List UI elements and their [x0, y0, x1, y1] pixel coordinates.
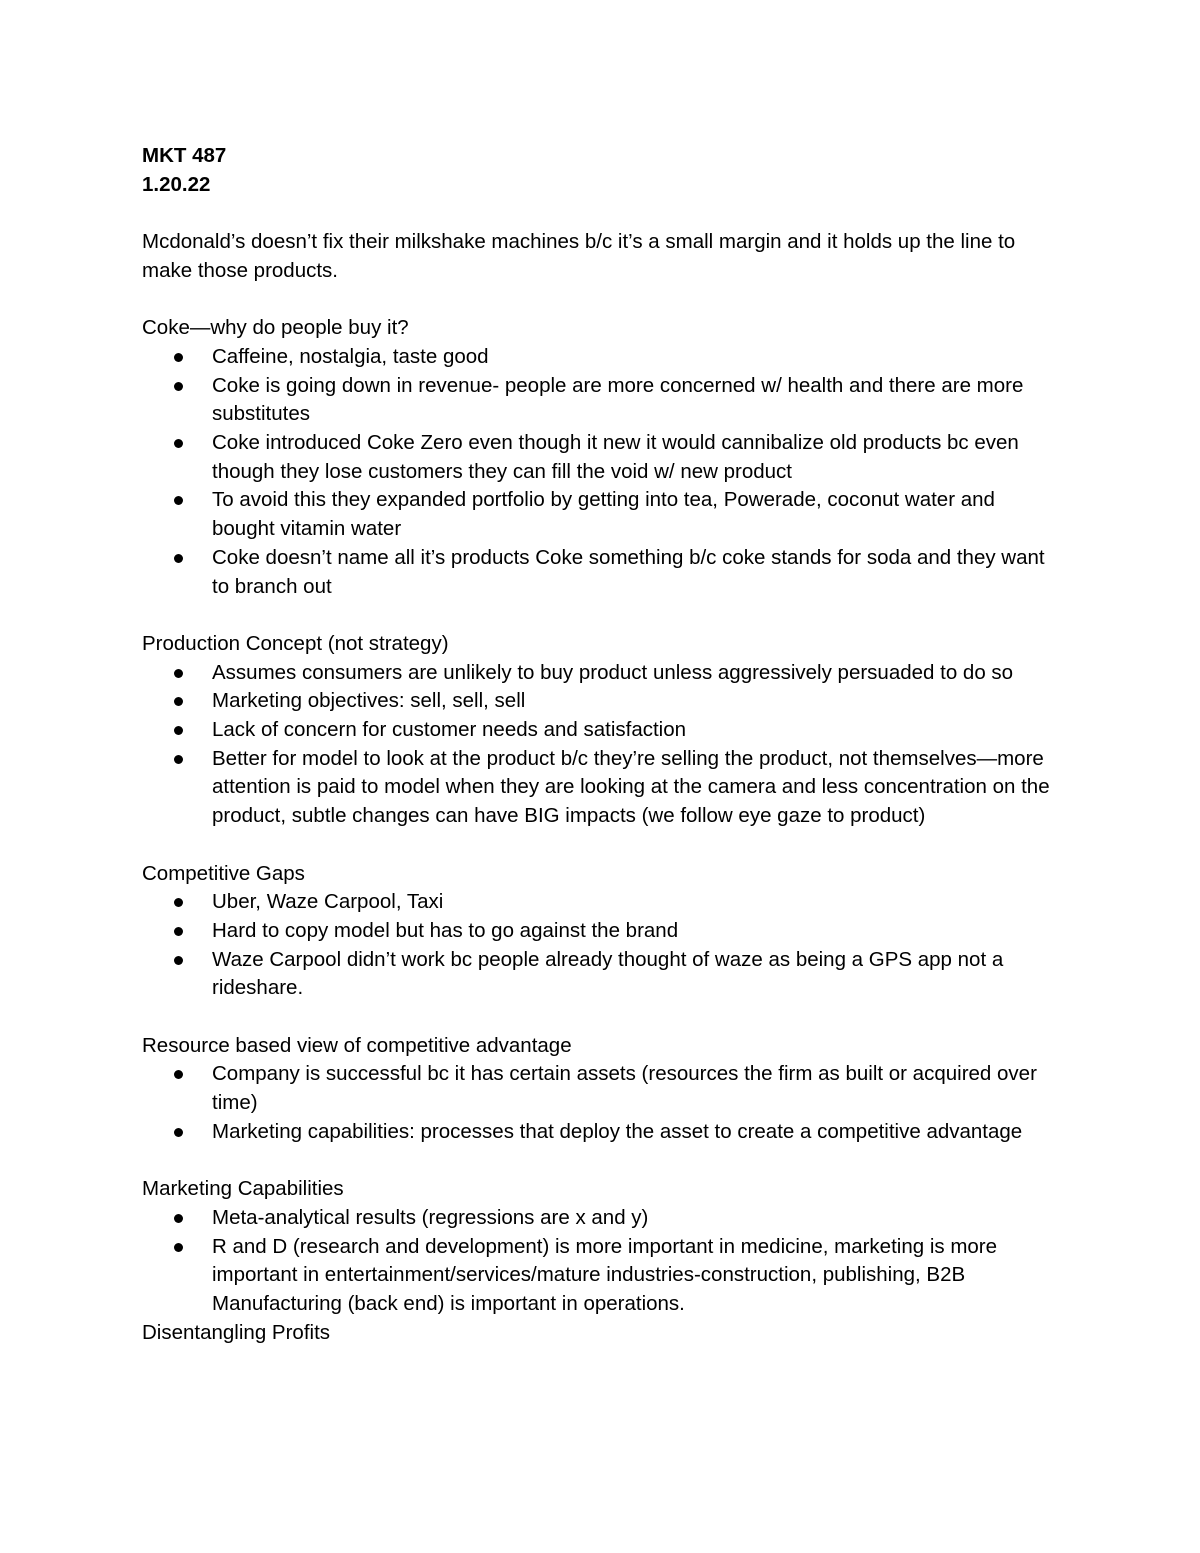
bullet-icon: [174, 898, 183, 907]
section-heading: Marketing Capabilities: [142, 1177, 344, 1201]
bullet-list: [142, 1060, 1062, 1146]
list-item: [142, 1060, 1062, 1117]
bullet-icon: [174, 439, 183, 448]
list-item: [142, 486, 1062, 543]
bullet-list: [142, 659, 1062, 831]
bullet-icon: [174, 496, 183, 505]
intro-paragraph: Mcdonald’s doesn’t fix their milkshake machines b/c it’s a small margin and it holds up the line to make those products.: [142, 230, 1016, 282]
spacer: [142, 286, 1062, 315]
list-item-text: R and D (research and development) is more important in medicine, marketing is more important in entertainment/services/mature industries-construction, publishing, B2B Manufacturing (back end) is important in operations.: [212, 1234, 998, 1316]
list-item: [142, 343, 1062, 372]
bullet-icon: [174, 1243, 183, 1252]
list-item-text: Caffeine, nostalgia, taste good: [212, 344, 489, 368]
list-item-text: Coke doesn’t name all it’s products Coke something b/c coke stands for soda and they want to branch out: [212, 545, 1045, 598]
list-item: [142, 429, 1062, 486]
notes-sections: [142, 314, 1062, 1319]
list-item: [142, 659, 1062, 688]
list-item-text: Waze Carpool didn’t work bc people already thought of waze as being a GPS app not a rideshare.: [212, 947, 1004, 1000]
spacer: [142, 1003, 1062, 1032]
bullet-list: [142, 888, 1062, 1003]
spacer: [142, 831, 1062, 860]
section-heading: Production Concept (not strategy): [142, 631, 449, 655]
bullet-icon: [174, 956, 183, 965]
list-item-text: Company is successful bc it has certain assets (resources the firm as built or acquired over time): [212, 1062, 1037, 1115]
list-item-text: Assumes consumers are unlikely to buy product unless aggressively persuaded to do so: [212, 660, 1014, 684]
bullet-icon: [174, 554, 183, 563]
list-item: [142, 888, 1062, 917]
list-item-text: To avoid this they expanded portfolio by getting into tea, Powerade, coconut water and bought vitamin water: [212, 488, 995, 541]
bullet-icon: [174, 1128, 183, 1137]
section-heading: Coke—why do people buy it?: [142, 316, 409, 340]
note-date: 1.20.22: [142, 172, 211, 196]
bullet-icon: [174, 697, 183, 706]
list-item: [142, 946, 1062, 1003]
bullet-icon: [174, 669, 183, 678]
list-item: [142, 687, 1062, 716]
bullet-list: [142, 343, 1062, 601]
bullet-icon: [174, 1070, 183, 1079]
bullet-list: [142, 1204, 1062, 1319]
bullet-icon: [174, 353, 183, 362]
list-item: [142, 716, 1062, 745]
list-item-text: Coke introduced Coke Zero even though it new it would cannibalize old products bc even though they lose customers they can fill the void w/ new product: [212, 431, 1019, 483]
list-item: [142, 917, 1062, 946]
list-item: [142, 372, 1062, 429]
list-item-text: Marketing capabilities: processes that deploy the asset to create a competitive advantage: [212, 1119, 1023, 1143]
bullet-icon: [174, 382, 183, 391]
bullet-icon: [174, 1214, 183, 1223]
section-heading-disentangling-profits: Disentangling Profits: [142, 1320, 331, 1344]
bullet-icon: [174, 726, 183, 735]
list-item: [142, 544, 1062, 601]
list-item-text: Meta-analytical results (regressions are x and y): [212, 1205, 649, 1229]
list-item-text: Hard to copy model but has to go against the brand: [212, 918, 679, 942]
section-heading: Resource based view of competitive advantage: [142, 1033, 572, 1057]
list-item-text: Coke is going down in revenue- people are more concerned w/ health and there are more substitutes: [212, 373, 1024, 426]
list-item-text: Marketing objectives: sell, sell, sell: [212, 689, 526, 713]
list-item: [142, 745, 1062, 831]
list-item-text: Better for model to look at the product b/c they’re selling the product, not themselves—more attention is paid to model when they are looking at the camera and less concentration on the product, subtle changes can have BIG impacts (we follow eye gaze to product): [212, 746, 1050, 828]
spacer: [142, 601, 1062, 630]
list-item: [142, 1233, 1062, 1319]
list-item-text: Uber, Waze Carpool, Taxi: [212, 890, 444, 914]
list-item-text: Lack of concern for customer needs and satisfaction: [212, 718, 687, 742]
course-title: MKT 487: [142, 144, 227, 167]
list-item: [142, 1118, 1062, 1147]
bullet-icon: [174, 927, 183, 936]
spacer: [142, 199, 1062, 228]
spacer: [142, 1147, 1062, 1176]
bullet-icon: [174, 755, 183, 764]
list-item: [142, 1204, 1062, 1233]
section-heading: Competitive Gaps: [142, 861, 305, 885]
document-page: [142, 142, 1062, 1347]
